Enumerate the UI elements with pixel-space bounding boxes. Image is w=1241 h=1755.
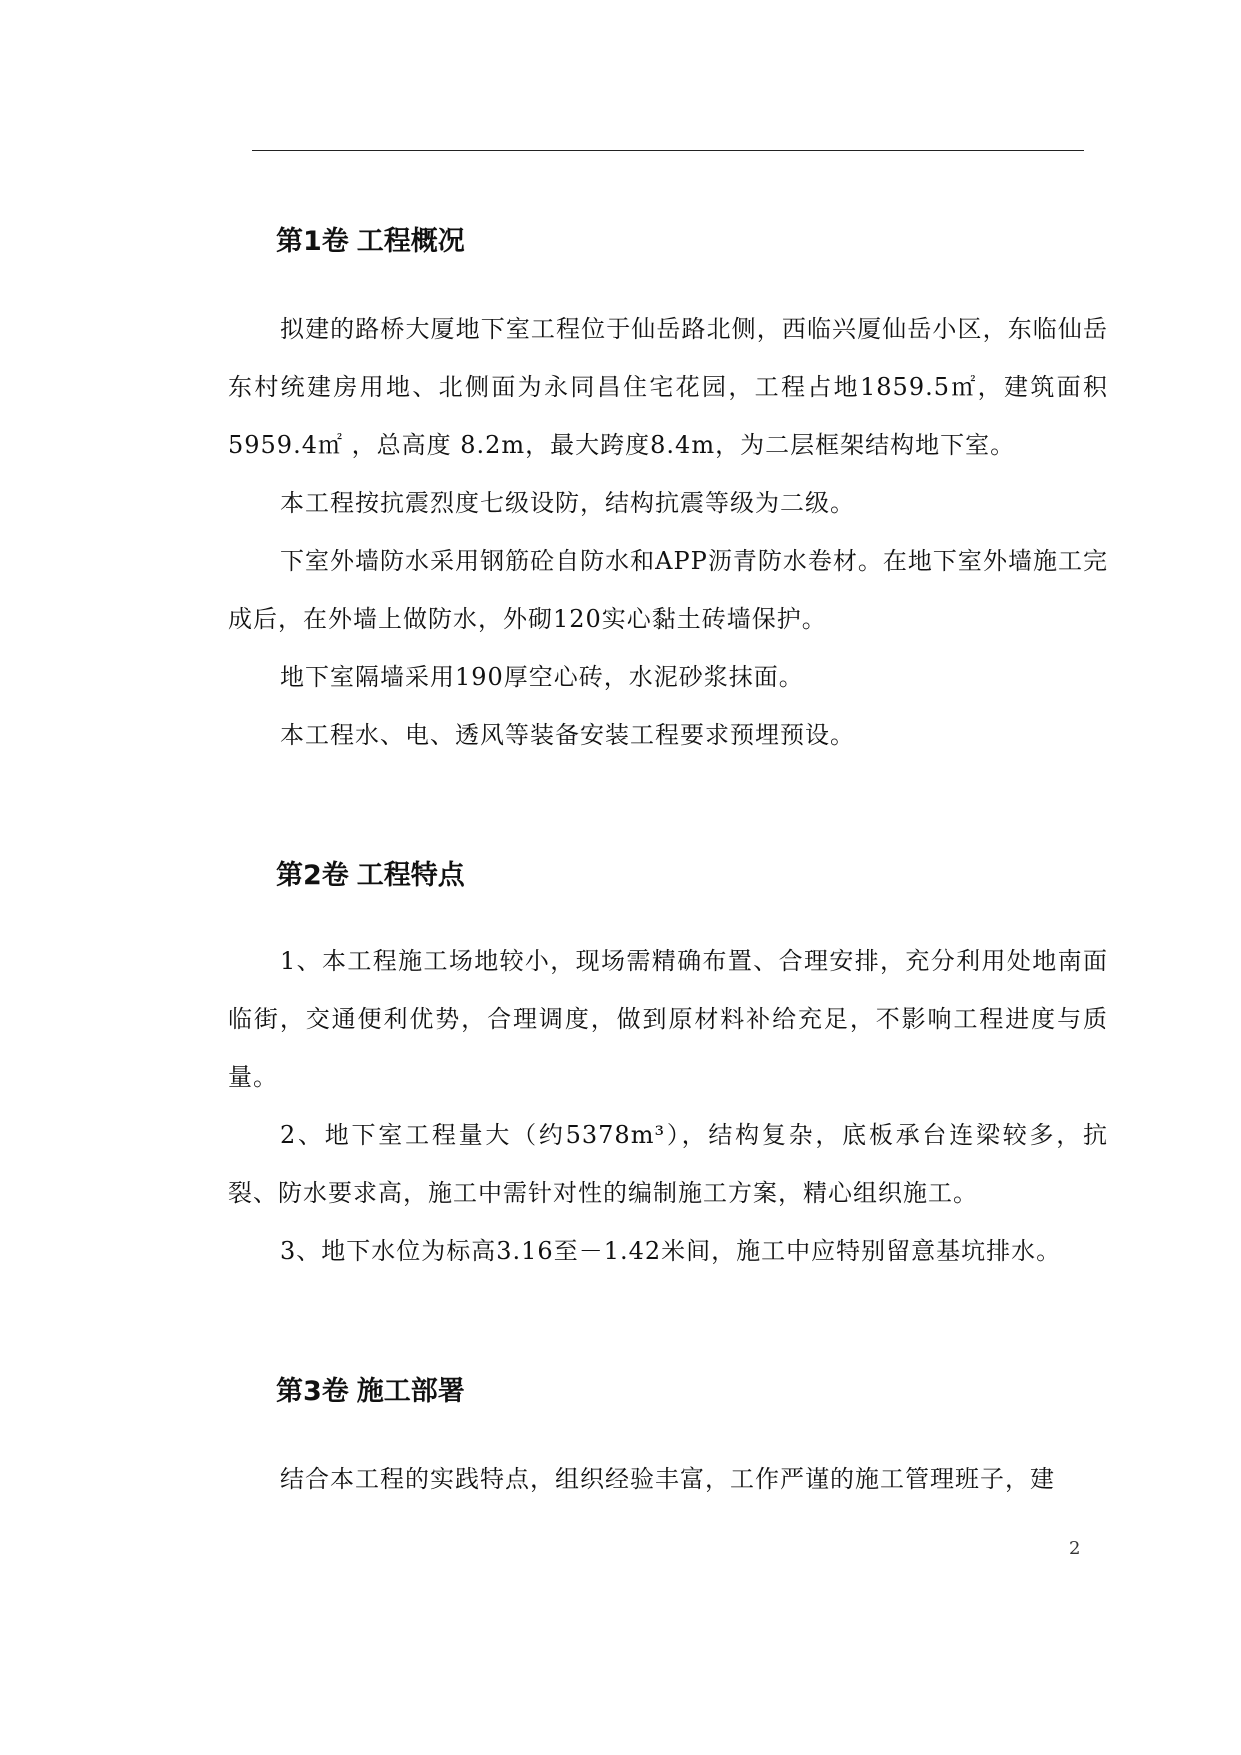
section-3-title: 施工部署	[356, 1376, 465, 1407]
section-1-paragraph-4: 地下室隔墙采用190厚空心砖，水泥砂浆抹面。	[280, 663, 804, 691]
section-2-paragraph-1: 1、本工程施工场地较小，现场需精确布置、合理安排，充分利用处地南面临街，交通便利优势，合理调度，做到原材料补给充足，不影响工程进度与质量。	[228, 947, 1108, 1091]
section-1-paragraph-3: 下室外墙防水采用钢筋砼自防水和APP沥青防水卷材。在地下室外墙施工完成后，在外墙上做防水，外砌120实心黏土砖墙保护。	[228, 547, 1108, 633]
section-3-number: 第3卷	[276, 1376, 349, 1407]
page-number: 2	[1069, 1538, 1081, 1559]
section-1-paragraph-1: 拟建的路桥大厦地下室工程位于仙岳路北侧，西临兴厦仙岳小区，东临仙岳东村统建房用地、北侧面为永同昌住宅花园，工程占地1859.5㎡，建筑面积 5959.4㎡ ，总高度 8.2m，最大跨度8.4m，为二层框架结构地下室。	[228, 315, 1108, 459]
section-1-heading	[276, 228, 465, 255]
section-2-number: 第2卷	[276, 860, 349, 891]
section-2-paragraph-2: 2、地下室工程量大（约5378m³），结构复杂，底板承台连梁较多，抗裂、防水要求高，施工中需针对性的编制施工方案，精心组织施工。	[228, 1121, 1108, 1207]
section-2-title: 工程特点	[356, 860, 465, 891]
section-1-title: 工程概况	[356, 226, 465, 257]
section-1-paragraph-2: 本工程按抗震烈度七级设防，结构抗震等级为二级。	[280, 489, 855, 517]
section-2-heading	[276, 862, 465, 889]
section-1-paragraph-5: 本工程水、电、透风等装备安装工程要求预埋预设。	[280, 721, 855, 749]
section-1-number: 第1卷	[276, 226, 349, 257]
section-3-heading	[276, 1378, 465, 1405]
section-3-paragraph-1: 结合本工程的实践特点，组织经验丰富，工作严谨的施工管理班子，建	[280, 1465, 1055, 1493]
header-rule	[252, 150, 1084, 151]
section-2-paragraph-3: 3、地下水位为标高3.16至－1.42米间，施工中应特别留意基坑排水。	[280, 1237, 1062, 1265]
